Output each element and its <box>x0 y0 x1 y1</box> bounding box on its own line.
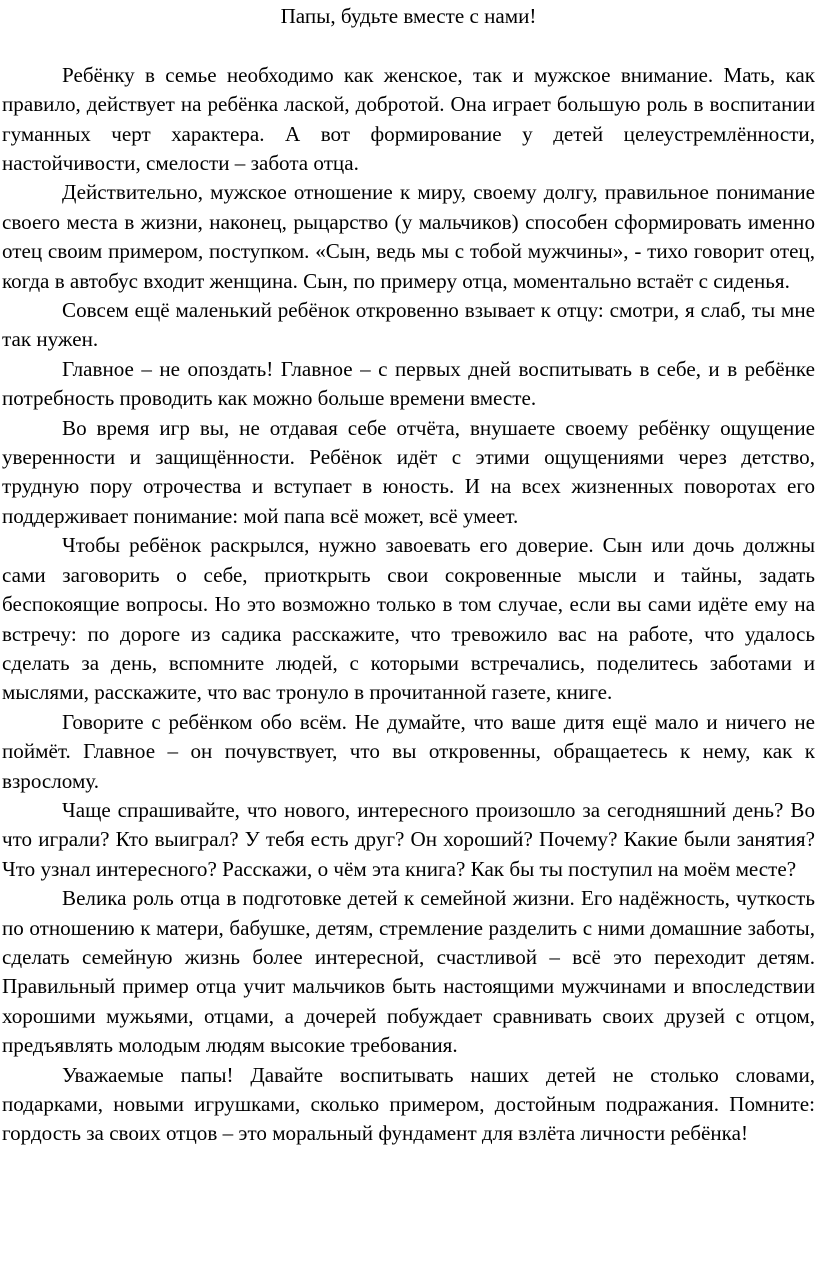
paragraph-6: Чтобы ребёнок раскрылся, нужно завоевать его доверие. Сын или дочь должны сами заговорить о себе, приоткрыть свои сокровенные мысли и тайны, задать беспокоящие вопросы. Но это возможно только в том случае, если вы сами идёте ему на встречу: по дороге из садика расскажите, что тревожило вас на работе, что удалось сделать за день, вспомните людей, с которыми встречались, поделитесь заботами и мыслями, расскажите, что вас тронуло в прочитанной газете, книге. <box>2 533 815 705</box>
paragraph-2: Действительно, мужское отношение к миру, своему долгу, правильное понимание своего места в жизни, наконец, рыцарство (у мальчиков) способен сформировать именно отец своим примером, поступком. «Сын, ведь мы с тобой мужчины», - тихо говорит отец, когда в автобус входит женщина. Сын, по примеру отца, моментально встаёт с сиденья. <box>2 180 815 293</box>
paragraph-7: Говорите с ребёнком обо всём. Не думайте, что ваше дитя ещё мало и ничего не поймёт. Главное – он почувствует, что вы откровенны, обращаетесь к нему, как к взрослому. <box>2 709 815 793</box>
paragraph-9: Велика роль отца в подготовке детей к семейной жизни. Его надёжность, чуткость по отношению к матери, бабушке, детям, стремление разделить с ними домашние заботы, сделать семейную жизнь более интересной, счастливой – всё это переходит детям. Правильный пример отца учит мальчиков быть настоящими мужчинами и впоследствии хорошими мужьями, отцами, а дочерей побуждает сравнивать своих друзей с отцом, предъявлять молодым людям высокие требования. <box>2 886 815 1058</box>
document-title: Папы, будьте вместе с нами! <box>280 4 537 28</box>
paragraph-5: Во время игр вы, не отдавая себе отчёта, внушаете своему ребёнку ощущение уверенности и защищённости. Ребёнок идёт с этими ощущениями через детство, трудную пору отрочества и вступает в юность. И на всех жизненных поворотах его поддерживает понимание: мой папа всё может, всё умеет. <box>2 415 815 528</box>
paragraph-4: Главное – не опоздать! Главное – с первых дней воспитывать в себе, и в ребёнке потребность проводить как можно больше времени вместе. <box>2 356 815 411</box>
paragraph-10: Уважаемые папы! Давайте воспитывать наших детей не столько словами, подарками, новыми игрушками, сколько примером, достойным подражания. Помните: гордость за своих отцов – это моральный фундамент для взлёта личности ребёнка! <box>2 1062 815 1146</box>
paragraph-3: Совсем ещё маленький ребёнок откровенно взывает к отцу: смотри, я слаб, ты мне так нужен. <box>2 298 815 352</box>
paragraph-1: Ребёнку в семье необходимо как женское, так и мужское внимание. Мать, как правило, действует на ребёнка лаской, добротой. Она играет большую роль в воспитании гуманных черт характера. А вот формирование у детей целеустремлённости, настойчивости, смелости – забота отца. <box>2 62 815 176</box>
title-spacer <box>2 31 815 60</box>
paragraph-8: Чаще спрашивайте, что нового, интересного произошло за сегодняшний день? Во что играли? Кто выиграл? У тебя есть друг? Он хороший? Почему? Какие были занятия? Что узнал интересного? Расскажи, о чём эта книга? Как бы ты поступил на моём месте? <box>2 797 815 881</box>
